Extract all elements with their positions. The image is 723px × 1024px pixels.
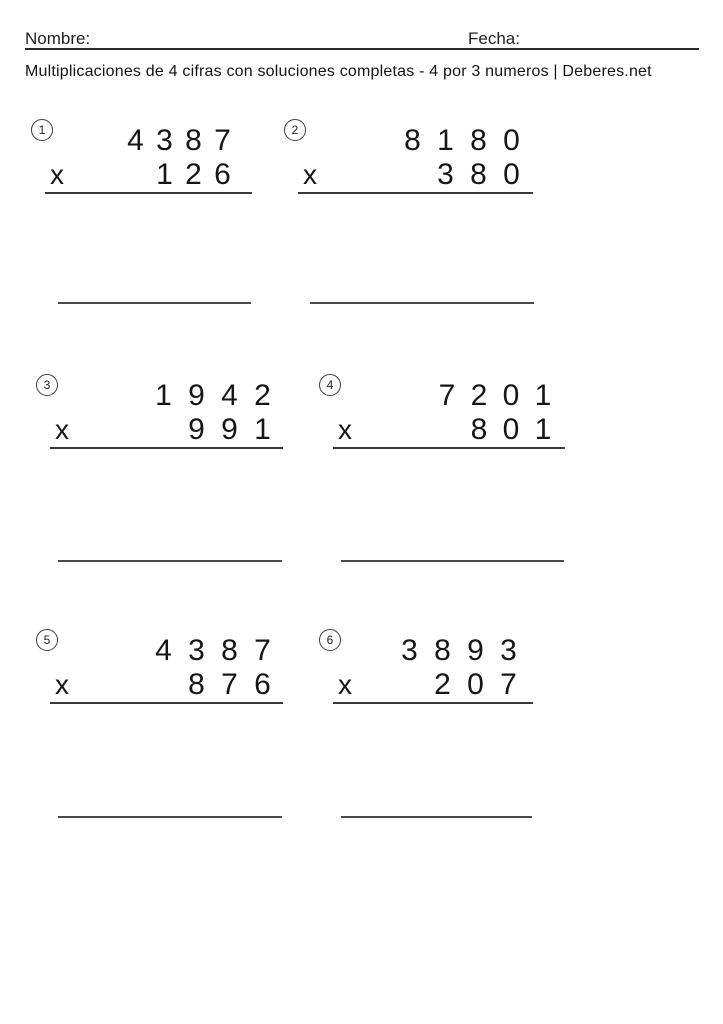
- multiplier: [50, 668, 279, 702]
- digit: 7: [500, 668, 517, 701]
- digit: 1: [534, 413, 552, 446]
- operation-line: [45, 192, 252, 194]
- multiplier: [333, 413, 559, 447]
- digit: 0: [503, 158, 520, 191]
- digit: 3: [437, 158, 454, 191]
- problem-number-badge: 2: [284, 119, 306, 141]
- digit: 4: [127, 124, 144, 157]
- digit: 1: [437, 124, 454, 157]
- multiply-sign: x: [303, 159, 317, 190]
- digit: 3: [156, 124, 173, 157]
- header-rule: [25, 48, 699, 50]
- digit: 8: [470, 158, 487, 191]
- answer-line-4: [341, 560, 564, 562]
- operation-line: [50, 447, 283, 449]
- digit: 2: [434, 668, 451, 701]
- problem-number-badge: 4: [319, 374, 341, 396]
- problem-number-badge: 1: [31, 119, 53, 141]
- digit: 1: [254, 413, 271, 446]
- multiplicand: [298, 124, 528, 158]
- multiply-sign: x: [338, 669, 352, 700]
- multiplier: [45, 158, 237, 192]
- problem-number-badge: 6: [319, 629, 341, 651]
- digit: 0: [503, 124, 520, 157]
- answer-line-3: [58, 560, 282, 562]
- digit: 8: [221, 634, 238, 667]
- digit: 8: [470, 124, 487, 157]
- problem-1: [38, 118, 252, 194]
- problem-number-badge: 5: [36, 629, 58, 651]
- digit: 9: [188, 379, 205, 412]
- multiplier: [298, 158, 528, 192]
- operation-line: [298, 192, 533, 194]
- name-label: Nombre:: [25, 29, 91, 48]
- digit: 6: [214, 158, 231, 191]
- multiplicand: [333, 379, 559, 413]
- multiplier: [333, 668, 525, 702]
- multiplicand: [333, 634, 525, 668]
- digit: 3: [500, 634, 517, 667]
- digit: 1: [155, 379, 172, 412]
- worksheet-title: Multiplicaciones de 4 cifras con soluciones completas - 4 por 3 numeros | Deberes.net: [25, 63, 652, 80]
- digit: 9: [467, 634, 484, 667]
- multiply-sign: x: [50, 159, 64, 190]
- digit: 1: [534, 379, 552, 412]
- multiply-sign: x: [55, 414, 69, 445]
- answer-line-5: [58, 816, 282, 818]
- digit: 7: [221, 668, 238, 701]
- digit: 2: [470, 379, 488, 412]
- digit: 1: [156, 158, 173, 191]
- digit: 7: [254, 634, 271, 667]
- problem-2: [291, 118, 533, 194]
- digit: 8: [404, 124, 421, 157]
- digit: 0: [467, 668, 484, 701]
- multiplier: [50, 413, 279, 447]
- digit: 8: [188, 668, 205, 701]
- answer-line-6: [341, 816, 532, 818]
- operation-line: [333, 447, 565, 449]
- digit: 3: [401, 634, 418, 667]
- problem-number-badge: 3: [36, 374, 58, 396]
- digit: 3: [188, 634, 205, 667]
- operation-line: [50, 702, 283, 704]
- problem-5: [43, 628, 283, 704]
- digit: 6: [254, 668, 271, 701]
- digit: 8: [185, 124, 202, 157]
- multiply-sign: x: [338, 414, 352, 445]
- digit: 7: [438, 379, 456, 412]
- digit: 0: [502, 413, 520, 446]
- digit: 9: [188, 413, 205, 446]
- digit: 8: [470, 413, 488, 446]
- problem-4: [326, 373, 565, 449]
- digit: 9: [221, 413, 238, 446]
- multiplicand: [50, 379, 279, 413]
- operation-line: [333, 702, 533, 704]
- answer-line-2: [310, 302, 534, 304]
- digit: 4: [155, 634, 172, 667]
- answer-line-1: [58, 302, 251, 304]
- digit: 4: [221, 379, 238, 412]
- digit: 0: [502, 379, 520, 412]
- multiply-sign: x: [55, 669, 69, 700]
- digit: 8: [434, 634, 451, 667]
- date-label: Fecha:: [468, 29, 520, 48]
- multiplicand: [50, 634, 279, 668]
- digit: 2: [185, 158, 202, 191]
- digit: 2: [254, 379, 271, 412]
- digit: 7: [214, 124, 231, 157]
- problem-3: [43, 373, 283, 449]
- multiplicand: [45, 124, 237, 158]
- problem-6: [326, 628, 533, 704]
